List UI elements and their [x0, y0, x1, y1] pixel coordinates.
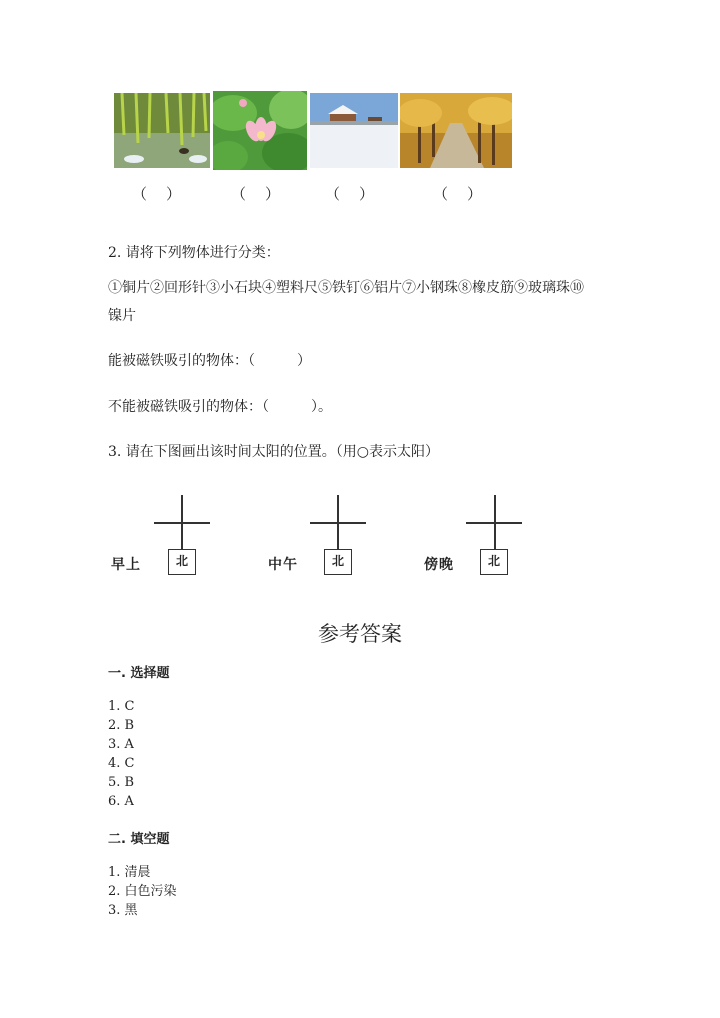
- q1-paren-2[interactable]: （ ）: [231, 185, 283, 203]
- section-fill-heading: 二. 填空题: [108, 832, 170, 847]
- section-choice-heading: 一. 选择题: [108, 666, 170, 681]
- answer-title: 参考答案: [318, 622, 402, 646]
- q2-magnetic-blank[interactable]: 能被磁铁吸引的物体：（ ）: [108, 353, 311, 369]
- answer-item: 3. A: [108, 737, 134, 752]
- compass-evening-horizontal: [466, 522, 522, 524]
- answer-item: 2. B: [108, 718, 135, 733]
- answer-item: 1. 清晨: [108, 865, 151, 880]
- q1-paren-3[interactable]: （ ）: [325, 185, 377, 203]
- compass-noon-horizontal: [310, 522, 366, 524]
- compass-morning-horizontal: [154, 522, 210, 524]
- autumn-road-photo: [400, 93, 512, 168]
- q2-items-line1: ①铜片②回形针③小石块④塑料尺⑤铁钉⑥铝片⑦小钢珠⑧橡皮筋⑨玻璃珠⑩: [108, 280, 584, 296]
- q1-paren-1[interactable]: （ ）: [132, 185, 184, 203]
- time-label-evening: 傍晚: [424, 557, 454, 573]
- answer-item: 2. 白色污染: [108, 884, 177, 899]
- answer-item: 1. C: [108, 699, 135, 714]
- answer-item: 6. A: [108, 794, 134, 809]
- north-box-morning: 北: [168, 549, 196, 575]
- time-label-noon: 中午: [268, 557, 298, 573]
- answer-item: 5. B: [108, 775, 135, 790]
- time-label-morning: 早上: [111, 557, 141, 573]
- q3-title: 3. 请在下图画出该时间太阳的位置。（用○表示太阳）: [108, 444, 440, 460]
- q2-non-magnetic-blank[interactable]: 不能被磁铁吸引的物体：（ ）。: [108, 399, 332, 415]
- answer-item: 4. C: [108, 756, 135, 771]
- lotus-photo: [213, 91, 307, 170]
- snow-house-photo: [310, 93, 398, 168]
- q1-paren-4[interactable]: （ ）: [433, 185, 485, 203]
- q2-title: 2. 请将下列物体进行分类：: [108, 245, 280, 261]
- willow-pond-photo: [114, 93, 210, 168]
- q2-items-line2: 镍片: [108, 308, 136, 324]
- north-box-evening: 北: [480, 549, 508, 575]
- answer-item: 3. 黑: [108, 903, 138, 918]
- north-box-noon: 北: [324, 549, 352, 575]
